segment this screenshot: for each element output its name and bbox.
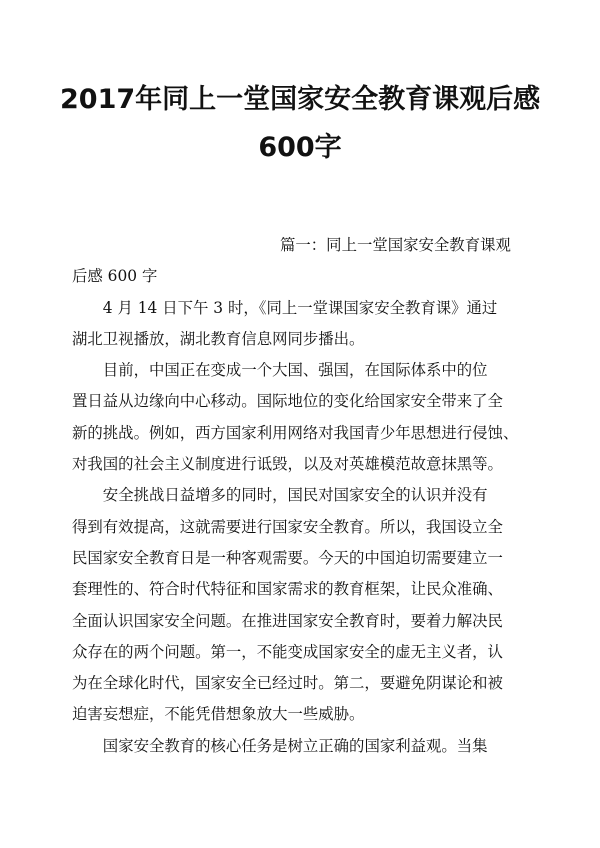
paragraph-4 [72,731,532,762]
paragraph-line: 湖北卫视播放，湖北教育信息网同步播出。 [72,329,365,348]
paragraph-line: 目前，中国正在变成一个大国、强国，在国际体系中的位 [102,361,488,380]
paragraph-line: 全面认识国家安全问题。在推进国家安全教育时，要着力解决民 [72,611,503,630]
paragraph-line: 国家安全教育的核心任务是树立正确的国家利益观。当集 [102,736,488,755]
paragraph-line: 民国家安全教育日是一种客观需要。今天的中国迫切需要建立一 [72,548,503,567]
paragraph-line: 得到有效提高，这就需要进行国家安全教育。所以，我国设立全 [72,517,503,536]
paragraph-3 [72,480,532,730]
paragraph-line: 4 月 14 日下午 3 时，《同上一堂课国家安全教育课》通过 [102,298,498,317]
paragraph-line: 新的挑战。例如，西方国家利用网络对我国青少年思想进行侵蚀、 [72,423,519,442]
paragraph-1 [72,293,532,356]
document-body [72,230,532,762]
paragraph-line: 为在全球化时代，国家安全已经过时。第二，要避免阴谋论和被 [72,674,503,693]
section-heading [72,230,532,293]
paragraph-2 [72,355,532,480]
document-title-line-1: 2017年同上一堂国家安全教育课观后感 [60,84,541,115]
document-title-line-2: 600字 [258,132,342,163]
paragraph-line: 迫害妄想症，不能凭借想象放大一些威胁。 [72,705,365,724]
paragraph-line: 置日益从边缘向中心移动。国际地位的变化给国家安全带来了全 [72,392,503,411]
paragraph-line: 众存在的两个问题。第一，不能变成国家安全的虚无主义者，认 [72,642,503,661]
paragraph-line: 套理性的、符合时代特征和国家需求的教育框架，让民众准确、 [72,580,503,599]
paragraph-line: 对我国的社会主义制度进行诋毁，以及对英雄模范故意抹黑等。 [72,455,503,474]
section-heading-line-1: 篇一：同上一堂国家安全教育课观 [280,236,511,254]
paragraph-line: 安全挑战日益增多的同时，国民对国家安全的认识并没有 [102,486,488,505]
section-heading-line-2: 后感 600 字 [72,267,158,286]
